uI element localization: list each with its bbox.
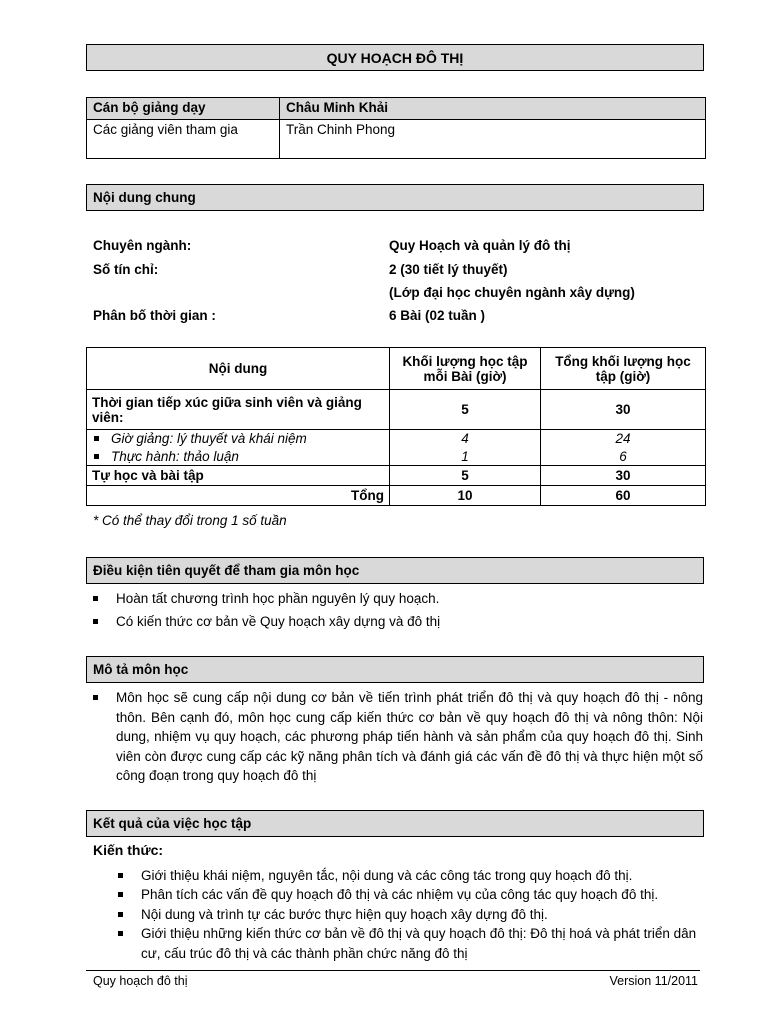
description-section-header: Mô tả môn học [86,656,704,683]
sum-per: 10 [390,486,541,506]
bullet-icon [94,454,99,459]
practice-per: 1 [390,448,541,466]
footer-right: Version 11/2011 [609,974,698,988]
time-value: 6 Bài (02 tuần ) [389,308,486,323]
bullet-icon [93,619,98,624]
bullet-icon [118,912,123,917]
credits-note: (Lớp đại học chuyên ngành xây dựng) [389,285,635,300]
bullet-icon [93,695,98,700]
description-item [93,688,703,786]
workload-note: * Có thể thay đổi trong 1 số tuần [93,513,287,528]
list-item: Hoàn tất chương trình học phần nguyên lý quy hoạch. [93,589,703,609]
bullet-icon [118,931,123,936]
staff-table [86,97,706,159]
general-section-header: Nội dung chung [86,184,704,211]
self-study-label: Tự học và bài tập [87,466,390,486]
credits-label: Số tín chỉ: [93,262,159,277]
bullet-icon [118,892,123,897]
list-item: Giới thiệu khái niệm, nguyên tắc, nội dung và các công tác trong quy hoạch đô thị. [118,866,700,886]
sum-label: Tổng [87,486,390,506]
footer-left: Quy hoạch đô thị [93,974,188,988]
lecture-per: 4 [390,430,541,448]
contact-label: Thời gian tiếp xúc giữa sinh viên và giảng viên: [87,390,390,430]
credits-value: 2 (30 tiết lý thuyết) [389,262,508,277]
workload-header-total: Tổng khối lượng học tập (giờ) [541,348,706,390]
workload-header-per-lesson: Khối lượng học tập mỗi Bài (giờ) [390,348,541,390]
knowledge-label: Kiến thức: [93,842,164,858]
lecture-row [87,430,390,448]
lecturer-label: Cán bộ giảng dạy [87,98,280,120]
description-text: Môn học sẽ cung cấp nội dung cơ bản về tiến trình phát triển đô thị và quy hoạch đô thị - nông thôn. Bên cạnh đó, môn học cung cấp kiến thức cơ bản về quy hoạch đô thị và nông thôn: Nội dung, nhiệm vụ quy hoạch, các phương pháp tiến hành và sản phẩm của quy hoạch đô thị. Sinh viên còn được cung cấp các kỹ năng phân tích và đánh giá các vấn đề đô thị và thực hiện một số công đoạn trong quy hoạch đô thị [116,690,703,783]
lecture-total: 24 [541,430,706,448]
time-label: Phân bố thời gian : [93,308,216,323]
bullet-icon [93,596,98,601]
footer-divider [86,970,700,971]
lecturer-name: Châu Minh Khải [280,98,706,120]
practice-row [87,448,390,466]
list-item: Giới thiệu những kiến thức cơ bản về đô thị và quy hoạch đô thị: Đô thị hoá và phát triển dân cư, cấu trúc đô thị và các thành phần chức năng đô thị [118,924,700,963]
list-item: Có kiến thức cơ bản về Quy hoạch xây dựng và đô thị [93,612,703,632]
list-item: Nội dung và trình tự các bước thực hiện quy hoạch xây dựng đô thị. [118,905,700,925]
outcomes-section-header: Kết quả của việc học tập [86,810,704,837]
prereq-section-header: Điều kiện tiên quyết để tham gia môn học [86,557,704,584]
participants-name: Trần Chinh Phong [280,120,706,159]
bullet-icon [118,873,123,878]
list-item: Phân tích các vấn đề quy hoạch đô thị và các nhiệm vụ của công tác quy hoạch đô thị. [118,885,700,905]
contact-total: 30 [541,390,706,430]
participants-label: Các giảng viên tham gia [87,120,280,159]
sum-total: 60 [541,486,706,506]
workload-table [86,347,706,506]
practice-label: Thực hành: thảo luận [111,448,239,464]
major-value: Quy Hoạch và quản lý đô thị [389,238,571,253]
contact-per: 5 [390,390,541,430]
self-study-total: 30 [541,466,706,486]
page-title: QUY HOẠCH ĐÔ THỊ [86,44,704,71]
self-study-per: 5 [390,466,541,486]
major-label: Chuyên ngành: [93,238,192,253]
practice-total: 6 [541,448,706,466]
workload-header-content: Nội dung [87,348,390,390]
bullet-icon [94,436,99,441]
lecture-label: Giờ giảng: lý thuyết và khái niệm [111,431,307,447]
